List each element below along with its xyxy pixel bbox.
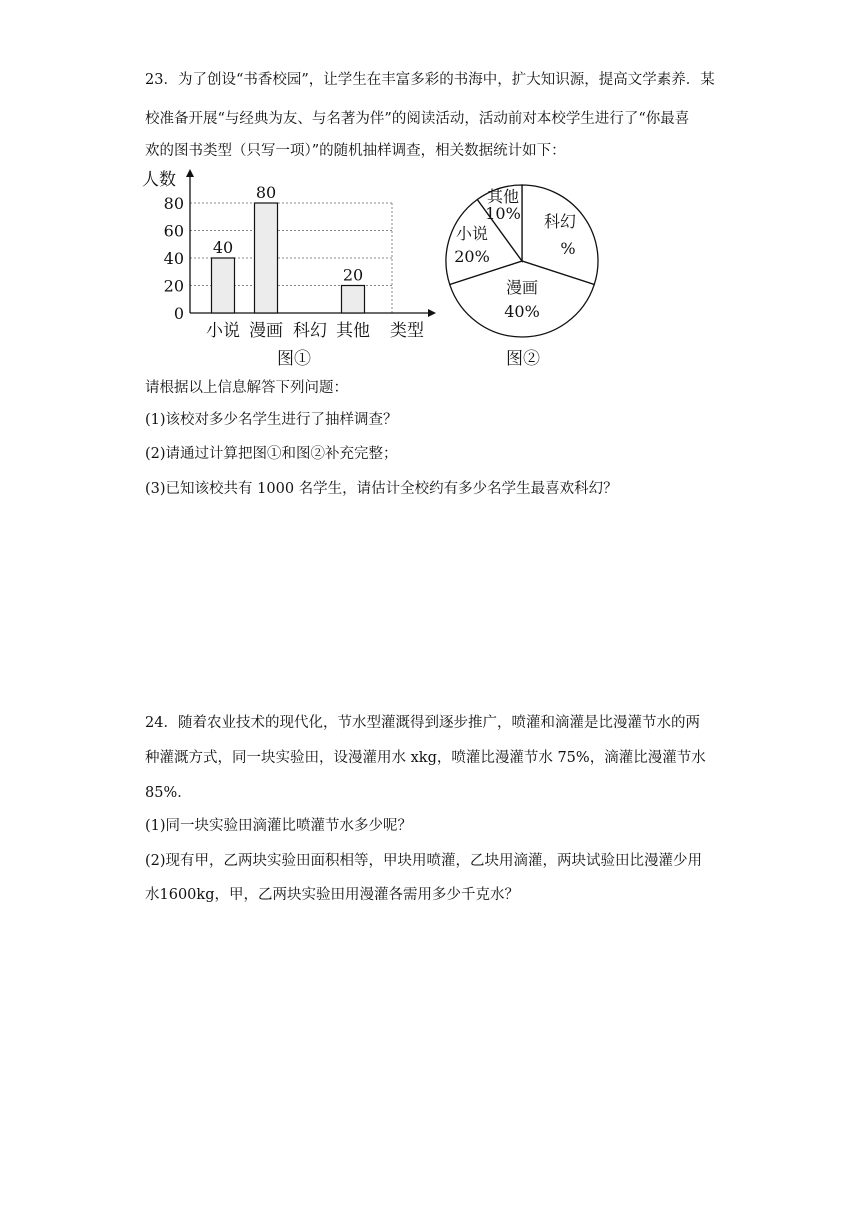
bar-其他 [342,286,365,314]
x-tick-label: 科幻 [293,321,327,341]
y-axis-arrow [186,169,194,177]
bar-value-label: 20 [342,265,364,285]
pie-slice-label: 其他 [486,187,520,206]
q23-sub-2: (2)请通过计算把图①和图②补充完整； [145,446,398,462]
bar-漫画 [255,203,278,313]
pie-slice-label: 小说 [455,224,489,243]
pie-slice-percent: % [560,239,576,258]
x-tick-label: 其他 [336,321,370,341]
q23-sub-3: (3)已知该校共有 1000 名学生，请估计全校约有多少名学生最喜欢科幻？ [145,481,618,497]
x-axis-arrow [428,309,436,317]
pie-chart [440,180,610,372]
y-axis-label: 人数 [142,170,176,190]
q23-line-3: 欢的图书类型（只写一项）”的随机抽样调查，相关数据统计如下： [145,143,566,159]
x-axis-label: 类型 [390,321,424,341]
pie-slice-percent: 40% [504,302,540,321]
y-tick-label: 80 [163,194,184,213]
x-tick-label: 漫画 [249,321,283,341]
y-tick-label: 60 [163,221,184,241]
pie-slice-percent: 20% [454,247,490,266]
pie-slice-label: 漫画 [505,278,539,297]
q24-sub-1: (1)同一块实验田滴灌比喷灌节水多少呢？ [145,818,413,834]
q23-prompt: 请根据以上信息解答下列问题： [145,380,348,396]
bar-chart-caption: 图① [277,349,311,369]
pie-slice-label: 科幻 [543,212,577,231]
q23-sub-1: (1)该校对多少名学生进行了抽样调查？ [145,412,398,428]
pie-slice-percent: 10% [485,204,521,223]
pie-chart-caption: 图② [506,349,540,369]
q23-line-1: 23．为了创设“书香校园”，让学生在丰富多彩的书海中，扩大知识源，提高文学素养．某 [145,72,715,88]
bar-value-label: 80 [255,183,277,202]
bar-value-label: 40 [212,238,234,257]
q24-sub-3: 水1600kg，甲，乙两块实验田用漫灌各需用多少千克水？ [145,887,519,903]
y-tick-label: 40 [163,249,184,268]
bar-小说 [212,258,235,313]
bar-chart [140,165,440,370]
y-tick-label: 20 [163,276,184,296]
x-tick-label: 小说 [206,321,240,341]
y-tick-label: 0 [173,304,184,323]
q24-line-2: 种灌溉方式，同一块实验田，设漫灌用水 xkg，喷灌比漫灌节水 75%，滴灌比漫灌节水 [145,750,706,766]
q24-line-3: 85%． [145,785,192,801]
q23-line-2: 校准备开展“与经典为友、与名著为伴”的阅读活动，活动前对本校学生进行了“你最喜 [145,111,690,127]
q24-line-1: 24．随着农业技术的现代化，节水型灌溉得到逐步推广，喷灌和滴灌是比漫灌节水的两 [145,715,700,731]
q24-sub-2: (2)现有甲，乙两块实验田面积相等，甲块用喷灌，乙块用滴灌，两块试验田比漫灌少用 [145,853,703,869]
